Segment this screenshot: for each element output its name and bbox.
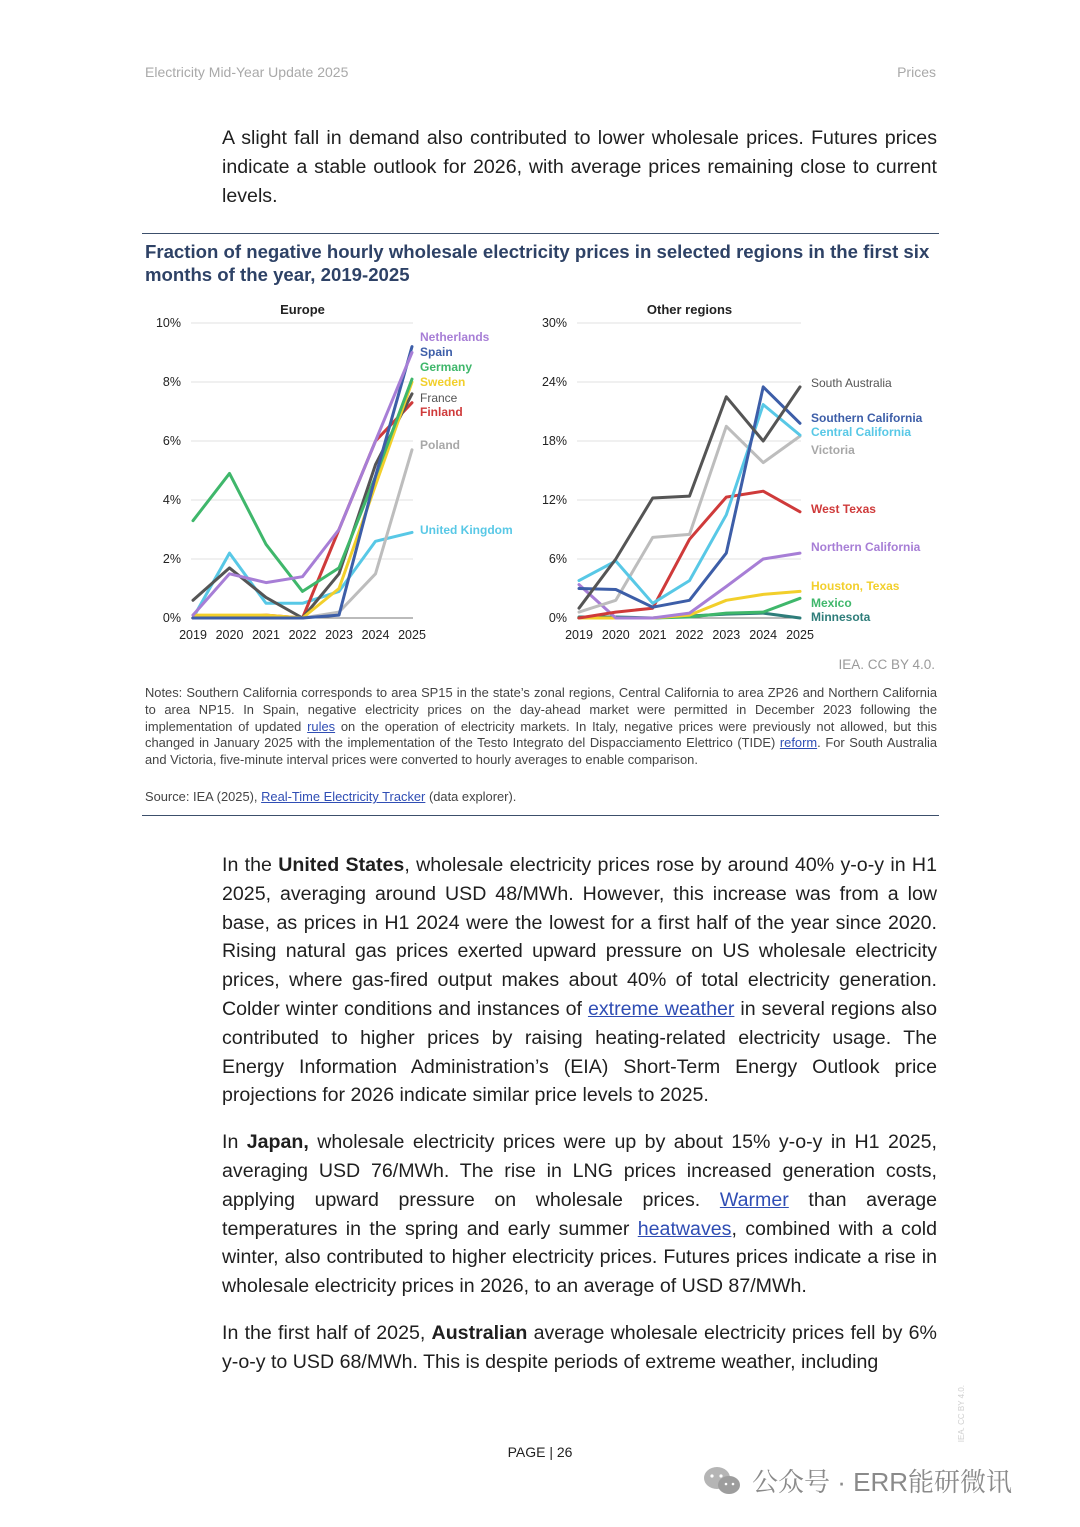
series-label: Finland xyxy=(420,405,463,419)
figure-top-rule xyxy=(142,233,939,234)
x-tick-label: 2022 xyxy=(675,628,704,642)
australia-text-1: In the first half of 2025, xyxy=(222,1321,432,1344)
x-tick-label: 2022 xyxy=(288,628,317,642)
y-tick-label: 18% xyxy=(541,434,567,448)
us-paragraph xyxy=(222,851,937,1110)
x-tick-label: 2020 xyxy=(215,628,244,642)
y-tick-label: 10% xyxy=(155,316,181,330)
chart-title: Other regions xyxy=(646,302,733,317)
wechat-watermark xyxy=(702,1462,1012,1499)
series-label: South Australia xyxy=(811,376,892,390)
figure-source xyxy=(145,789,516,804)
x-tick-label: 2024 xyxy=(749,628,778,642)
series-label: Northern California xyxy=(811,540,921,554)
series-label: France xyxy=(420,391,458,405)
series-label: Minnesota xyxy=(811,610,871,624)
wechat-icon xyxy=(702,1465,742,1497)
chart-title: Europe xyxy=(280,302,325,317)
series-label: Poland xyxy=(420,438,461,452)
y-tick-label: 6% xyxy=(548,552,567,566)
source-suffix: (data explorer). xyxy=(425,789,517,804)
rules-link[interactable]: rules xyxy=(307,718,336,734)
figure-bottom-rule xyxy=(142,815,939,816)
series-line-victoria xyxy=(579,426,800,612)
japan-text-3: than average temperatures in the spring and early summer xyxy=(222,1188,937,1240)
us-text-3: in several regions also contributed to higher prices by raising heating-related electricity usage. The Energy Information Administration’s (EIA) Short-Term Energy Outlook price projections for 2026 indicate similar price levels to 2025. xyxy=(222,997,938,1107)
main-body xyxy=(222,851,937,1395)
x-tick-label: 2023 xyxy=(712,628,741,642)
series-label: West Texas xyxy=(811,502,876,516)
japan-text-1: In xyxy=(222,1131,247,1154)
y-tick-label: 24% xyxy=(541,375,567,389)
heatwaves-link[interactable]: heatwaves xyxy=(637,1217,732,1240)
x-tick-label: 2023 xyxy=(325,628,353,642)
charts-area xyxy=(140,295,940,650)
intro-text: A slight fall in demand also contributed to lower wholesale prices. Futures prices indicate a stable outlook for 2026, with average prices remaining close to current levels. xyxy=(222,127,937,207)
document-header-section: Prices xyxy=(897,64,936,80)
chart-other-regions xyxy=(542,302,923,642)
japan-text-2: wholesale electricity prices were up by about 15% y-o-y in H1 2025, averaging USD 76/MWh. The rise in LNG prices increased generation costs, applying upward pressure on wholesale prices. xyxy=(222,1131,937,1211)
figure-notes xyxy=(145,685,937,769)
x-tick-label: 2024 xyxy=(361,628,390,642)
y-tick-label: 0% xyxy=(548,611,567,625)
japan-text-4: , combined with a cold winter, also contributed to higher electricity prices. Futures prices indicate a rise in wholesale electricity prices in 2026, to an average of USD 87/MWh. xyxy=(222,1217,937,1298)
series-line-france xyxy=(193,394,412,618)
license-side-note: IEA. CC BY 4.0. xyxy=(957,1385,966,1443)
us-text-2: , wholesale electricity prices rose by around 40% y-o-y in H1 2025, averaging around USD 48/MWh. However, this increase was from a low base, as prices in H1 2024 were the lowest for a first half of the year since 2020. Rising natural gas prices exerted upward pressure on US wholesale electricity prices, where gas-fired output makes about 40% of total electricity generation. Colder winter conditions and instances of xyxy=(222,854,937,1020)
extreme-weather-link[interactable]: extreme weather xyxy=(587,997,735,1020)
series-label: Houston, Texas xyxy=(811,579,900,593)
series-label: Sweden xyxy=(420,375,466,389)
figure-title: Fraction of negative hourly wholesale electricity prices in selected regions in the first six months of the year, 2019-2025 xyxy=(145,241,930,285)
series-label: United Kingdom xyxy=(420,523,513,537)
y-tick-label: 4% xyxy=(162,493,181,507)
document-header-title: Electricity Mid-Year Update 2025 xyxy=(145,64,349,80)
notes-text-1: Notes: Southern California corresponds to area SP15 in the state’s zonal regions, Central California to area ZP26 and Northern California to area NP15. In Spain, negative electricity prices on the day-ahead market were permitted in December 2023 following the implementation of updated xyxy=(145,685,937,734)
tracker-link[interactable]: Real-Time Electricity Tracker xyxy=(261,789,426,804)
chart-europe xyxy=(156,302,513,642)
notes-text-3: . For South Australia and Victoria, five-minute interval prices were converted to hourly averages to enable comparison. xyxy=(145,735,937,768)
reform-link[interactable]: reform xyxy=(779,735,818,751)
x-tick-label: 2021 xyxy=(252,628,280,642)
australia-text-2: average wholesale electricity prices fell by 6% y-o-y to USD 68/MWh. This is despite periods of extreme weather, including xyxy=(222,1321,937,1373)
series-line-netherlands xyxy=(193,353,412,616)
watermark-text: 公众号 · ERR能研微讯 xyxy=(752,1467,1013,1497)
y-tick-label: 2% xyxy=(162,552,181,566)
series-label: Netherlands xyxy=(420,330,490,344)
series-label: Central California xyxy=(811,425,912,439)
us-bold: United States xyxy=(278,854,405,876)
australia-bold: Australian xyxy=(431,1321,528,1344)
x-tick-label: 2019 xyxy=(565,628,593,642)
series-label: Southern California xyxy=(811,411,923,425)
series-label: Mexico xyxy=(811,596,852,610)
x-tick-label: 2020 xyxy=(601,628,630,642)
us-text-1: In the xyxy=(222,854,279,876)
y-tick-label: 30% xyxy=(541,316,567,330)
figure-credit: IEA. CC BY 4.0. xyxy=(838,657,935,672)
x-tick-label: 2019 xyxy=(179,628,207,642)
japan-paragraph xyxy=(222,1128,937,1301)
notes-text-2: on the operation of electricity markets. In Italy, negative prices were previously not allowed, but this changed in January 2025 with the implementation of the Testo Integrato del Dispacciamento Elettrico (TIDE) xyxy=(145,718,937,751)
x-tick-label: 2025 xyxy=(786,628,814,642)
y-tick-label: 12% xyxy=(541,493,567,507)
y-tick-label: 8% xyxy=(162,375,181,389)
intro-paragraph xyxy=(222,124,937,228)
series-line-south-australia xyxy=(579,387,800,608)
japan-bold: Japan, xyxy=(246,1131,309,1154)
x-tick-label: 2021 xyxy=(638,628,667,642)
y-tick-label: 0% xyxy=(162,611,181,625)
series-label: Spain xyxy=(420,345,453,359)
x-tick-label: 2025 xyxy=(398,628,426,642)
warmer-link[interactable]: Warmer xyxy=(719,1188,789,1211)
series-label: Victoria xyxy=(811,443,855,457)
source-prefix: Source: IEA (2025), xyxy=(145,789,262,804)
australia-paragraph xyxy=(222,1319,937,1377)
page-number: PAGE | 26 xyxy=(507,1444,573,1460)
y-tick-label: 6% xyxy=(162,434,181,448)
series-label: Germany xyxy=(420,360,473,374)
